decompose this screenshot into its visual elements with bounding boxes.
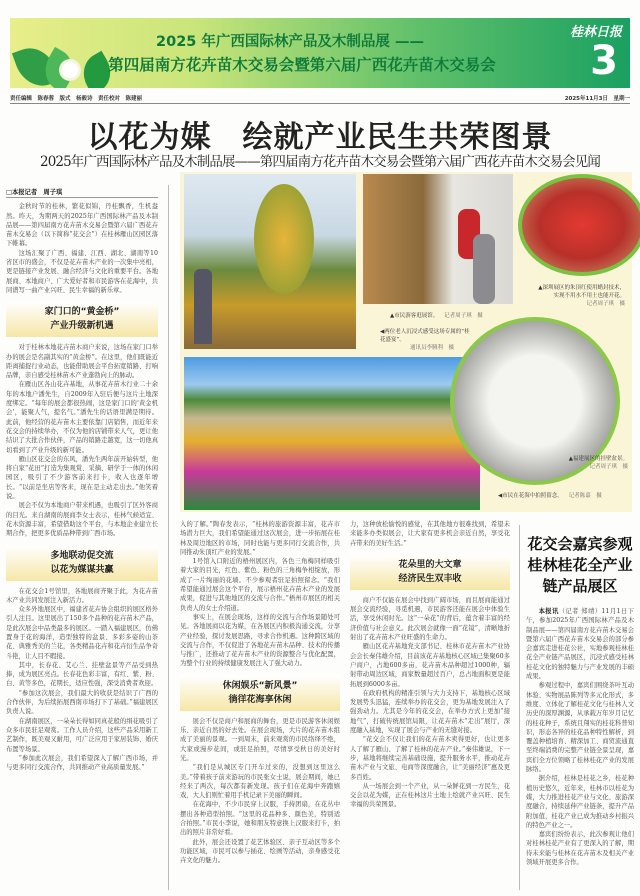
section-heading [6,301,158,337]
photo-visitors [363,174,513,304]
paragraph: 雁山区花交会的东风，潘先生两年前开始转型，他将自家“花田”打造为集观赏、采摘、研学于一体的休闲园区，吸引了不少游客前来打卡，收入也逐年增长。“以前是坐店等客来，现在是主动走出去。”他笑着说。 [6,455,158,501]
divider [10,103,630,104]
photo-exhibition-hall [184,174,356,349]
credit: （记者 郑靖） [558,608,602,615]
page-title: 以花为媒 绘就产业民生共荣图景 [87,120,553,155]
section-heading [6,545,158,581]
paragraph: 雁山区花卉基地党支部书记、桂林市花卉苗木产业协会会长秦伟雄介绍，目前该花卉基地核心区域已集聚60多户商户，占地600多亩，花卉苗木品种超过1000种，辐射带动周边区域，商家数量超过百户，总占地面积更是能拓展到6000多亩。 [350,643,510,688]
paragraph: “参加此次展会，我们希望深入了解广西市场，并与更多同行交流合作，共同推动产业高质量发展。” [6,754,158,772]
middle-column-2 [350,520,510,890]
photo-spread [180,172,632,512]
paragraph: “我们是从城区专门开车过来的，没想到这里这么美。”带着孩子前来游玩的市民张女士说，展会期间，她已经来了两次，每次都有新发现。孩子们在花海中奔跑嬉戏，大人们则忙着用手机记录下美丽的瞬间。 [180,764,340,800]
heading-line: 休闲娱乐“新风景” [222,680,298,691]
paragraph: 据介绍，桂林是桂花之乡，桂花种植历史悠久，近年来，桂林市以桂花为媒，大力推进桂花产业与文化、旅游深度融合，持续延伸产业链条，提升产品附加值，桂花产业已成为推动乡村振兴的特色产业之一。 [526,775,634,829]
heading-line: 产业升级新机遇 [50,321,114,332]
paragraph: 力，这种放松愉悦的感觉，在其他地方很难找到，希望未来能多办类似展会，让大家有更多机会亲近自然，享受花卉带来的美好生活。” [350,521,510,547]
heading-line: 以花为媒谋共赢 [50,564,114,575]
editor-byline: 责任编辑 陈春蓉 版式 杨毅诗 责任校对 陈建丽 [10,96,143,102]
paragraph: 在花海中，不少市民穿上汉服，手持团扇，在花丛中摆出各种造型拍照。“这里的花品种多、颜色美，特别适合拍照。”市民小李说，她和朋友特意换上汉服来打卡，拍出的照片非常好看。 [180,801,340,837]
paragraph [526,607,634,681]
section-banner [10,18,630,88]
paragraph: “参加这次展会，我们最大的收获是结识了广西的合作伙伴，为后续拓展西南市场打下了基础。”福建展区负责人说。 [6,689,158,716]
paragraph-text: 11月1日下午，参加2025年广西国际林产品及木制品展——第四届南方花卉苗木交易会暨第六届广西花卉苗木交易会的部分参会嘉宾走进桂花公社，实地参观桂林桂花全产业链产品展区，沉浸式感受桂林桂花文化的独特魅力与产业发展的丰硕成果。 [526,608,634,681]
paragraph: 事实上，在展会现场，这样的交流与合作场景随处可见。各地展商以花为媒，在各展区内积极沟通交流，分享产业经验，探讨发展思路，寻求合作机遇。这种跨区域的交流与合作，不仅促进了各地花卉苗木品种、技术的传播与推广，还推动了花卉苗木产业的资源整合与优化配置，为整个行业的持续健康发展注入了强大动力。 [180,613,340,668]
photo-caption: ▲福建展区的挂壁盆景。 记者周子琪 摄 [568,456,628,470]
section-heading [180,675,340,711]
middle-column-1 [180,520,340,890]
paragraph: 1号馆入口附近的梧州展区内，各色三角梅同样吸引着大家的目光，红色、紫色、粉色的三角梅争相绽放，形成了一片绚丽的花墙。不少参观者驻足拍照留念。“我们希望能通过展会这个平台，展示梧州花卉苗木产业的发展成果，促进与其他地区的交流与合作。”梧州市展区的相关负责人的女士介绍道。 [180,558,340,612]
paragraph: 嘉宾们纷纷表示，此次参观让他们对桂林桂花产业有了更深入的了解，期待未来能与桂林在花卉苗木及相关产业领域开展更多合作。 [526,831,634,867]
page-number: 3 [590,38,618,84]
heading-line: 徜徉花海享休闲 [228,694,292,705]
paragraph: 展会不仅是商户和展商的舞台，更是市民游客休闲娱乐、亲近自然的好去处。在展会现场，大片的花卉苗木组成了美丽的景观。一到周末，前来观赏的市民络绎不绝，大家或漫步花间，或驻足拍照，尽情享受秋日的美好时光。 [180,717,340,762]
lead: 本报讯 [538,608,559,615]
page-subtitle: 2025年广西国际林产品及木制品展——第四届南方花卉苗木交易会暨第六届广西花卉苗木交易会见闻 [0,155,640,170]
paragraph: 参观过程中，嘉宾们围绕茶叶互动体验、实物展品陈列等多元化形式，多维度、立体化了解桂花文化与桂林人文历史的深厚渊源，从承载万年岁月记忆的桂花种子，系统且翔实的桂花科普知识，形态各异的桂花品种特性解析，到覆盖种植培育、精深加工、商贸流通直至终端消费的完整产业链全景呈现，嘉宾们全方位领略了桂林桂花产业的发展脉络。 [526,682,634,774]
paragraph: 在雁山区各山花卉基地，从事花卉苗木行业二十余年的本地户潘先生，自2009年入驻后便与这片土地深度绑定。“每年的展会都很热闹，这是家门口的‘黄金机会’，能聚人气，提名气。”潘先生的话语里满是期待。此前，他经营的花卉苗木主要依靠门店销售，而近年来花交会的持续举办，不仅为他的店铺带来人气，更让他结识了大批合作伙伴，产品的销路走越宽，这一切他真切看到了产业升级的新可能。 [6,381,158,454]
photo-caption: ◀两位老人沉浸式感受这场专属的“桂花盛宴”。 通讯员李腾利 摄 [380,329,470,351]
column-divider [519,525,520,890]
photo-flower-field [184,357,480,510]
banner-line-2: 第四届南方花卉苗木交易会暨第六届广西花卉苗木交易会 [108,56,496,74]
column-divider [168,185,169,890]
article-title: 花交会嘉宾参观桂林桂花全产业链产品展区 [527,535,633,595]
left-column [6,188,158,888]
heading-line: 经济民生双丰收 [398,573,462,584]
banner-line-1: 2025 年广西国际林产品及木制品展 —— [156,34,424,50]
photo-caption: ▲市民游客逛展馆。 记者周子琪 摄 [390,313,483,319]
paragraph: 在湖南展区，一朵朵长得如同真花般的绢花吸引了众多市民驻足观赏。工作人员介绍，这些产品采用新工艺制作，既美观又耐用，可广泛应用于家居装饰、婚庆布置等场景。 [6,717,158,753]
paragraph: 在花交会1号馆里，各地展商齐聚于此，为花卉苗木产业共同发展注入新活力。 [6,587,158,604]
paragraph: 众多外地展区中，福建省花卉协会组织的展区格外引人注目。这里展出了150多个品种的花卉苗木产品，是此次展会中品类最多的展区。一踏入福建展区，仿佛置身于花的海洋，造型独特的盆景、多彩多姿的山茶花、典雅秀美的兰花，各类精品花卉和花卉衍生品争奇斗艳，让人目不暇接。 [6,606,158,660]
heading-line: 家门口的“黄金桥” [44,307,120,318]
paragraph: 对于桂林本地花卉苗木商户来说，这场在家门口举办的展会是名副其实的“黄金桥”。在这里，他们既能近距离捕捉行业动态，也能借助展会平台拓宽销路、打响品牌，亲自感受桂林苗木产业蓬勃向上的脉动。 [6,344,158,380]
newspaper-logo: 桂林日报 [569,25,622,40]
paragraph: 入的了解。”陶春发表示，“桂林的旅游资源丰富，花卉市场潜力巨大，我们希望能通过这次展会，进一步拓展在桂林及周边地区的市场，同时也能与更多同行交流合作，共同推动朱顶红产业的发展。” [180,521,340,556]
section-heading [350,554,510,590]
paragraph: 在政府机构的精准引领与大力支持下，基地核心区域发展势头迅猛，连续举办的花交会，更为基地发展注入了强劲动力。尤其是今年的花交会，在举办方式上更加“接地气”，打破传统展馆局限，让花卉苗木“走出”展厅，深度融入基地，实现了展会与产业的无缝对接。 [350,689,510,735]
photo-caption: ◀市民在花海中拍照留念。 记者陈嘉 摄 [498,493,602,499]
right-column-article [526,528,634,890]
paragraph: 此外，展会还设置了花艺体验区、亲子互动区等多个功能区域，市民可以参与插花、绘画等活动，亲身感受花卉文化的魅力。 [180,838,340,865]
paragraph: 展会不仅为本地商户带来机遇，也吸引了区外客商的目光。来自湖南的展商李女士表示，桂林气候适宜、花木资源丰富，希望借助这个平台，与本地企业建立长期合作，把更多优质品种带到广西市场。 [6,502,158,538]
paragraph: 其中，长春花、艾心兰、挂壁盆景等产品受到热捧，成为展区亮点。长春花色彩丰富，有红、紫、粉、白、黄等多色，花期长，适应性强，深受消费者欢迎。 [6,661,158,688]
photo-caption: ▲深圳展区的朱顶红使用蜡封技术，实现不用水不用土也能开花。 记者周子琪 摄 [538,285,625,307]
heading-line: 花朵里的大文章 [398,559,462,570]
reporter-byline: □本报记者 周子琪 [6,188,158,198]
paragraph: 这场汇聚了广西、福建、江西、湖北、湖南等10省区市的盛会，不仅是花卉苗木产业的一次集中亮相，更是链接产业发展、融合经济与文化的重要平台。各地展商、本地商户、广大爱好者和市民游客在花海中，共同谱写一曲产业兴旺、民生幸福的新乐章。 [6,249,158,294]
paragraph: “花交会不仅让我们的花卉苗木卖得更好，也让更多人了解了雁山、了解了桂林的花卉产业。”秦伟雄说，下一步，基地将继续完善基础设施，提升服务水平，推动花卉苗木产业与文旅、电商等深度融合，让“美丽经济”惠及更多百姓。 [350,736,510,781]
photo-amaryllis-circle [518,174,640,276]
heading-line: 多地联动促交流 [50,550,114,561]
paragraph: 商户不仅能在展会中找到广阔市场，而且展商能通过展会交流经验，寻觅机遇，市民游客还能在展会中体验生活，享受休闲时光。这“一朵花”的背后，蕴含着丰富的经济价值与社会意义。此次展会就像一面“花镜”，清晰地折射出了花卉苗木产业旺盛的生命力。 [350,596,510,642]
paragraph: 从一场展会到一个产业，从一朵鲜花到一方民生，花交会以花为媒，正在桂林这片土地上绘就产业兴旺、民生幸福的共荣图景。 [350,782,510,809]
dateline: 2025年11月3日 星期一 [564,96,630,102]
paragraph: 金秋时节的桂林，繁花似锦，丹桂飘香，生机盎然。昨天，为期两天的2025年广西国际林产品及木制品展——第四届南方花卉苗木交易会暨第六届广西花卉苗木交易会（以下简称“花交会”）在桂林雁山区园区落下帷幕。 [6,203,158,248]
